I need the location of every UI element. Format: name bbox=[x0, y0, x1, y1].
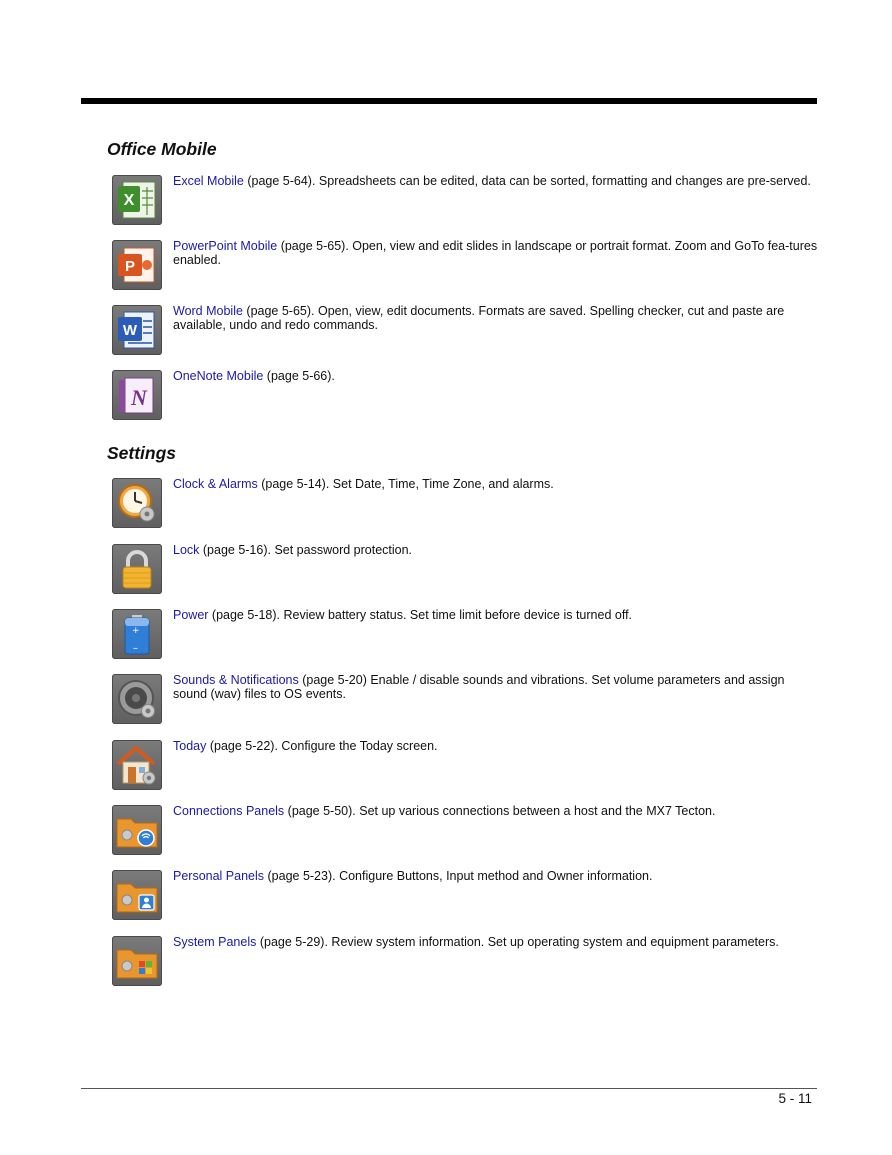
excel-icon[interactable] bbox=[112, 175, 162, 225]
svg-text:–: – bbox=[133, 643, 138, 654]
system-folder-icon[interactable] bbox=[112, 936, 162, 986]
footer-rule bbox=[81, 1088, 817, 1089]
lock-description bbox=[173, 544, 821, 558]
section-title-office-mobile: Office Mobile bbox=[107, 139, 217, 159]
power-description bbox=[173, 609, 821, 623]
lock-icon[interactable] bbox=[112, 544, 162, 594]
svg-text:+: + bbox=[132, 626, 140, 636]
personal-panels-description bbox=[173, 870, 821, 884]
onenote-mobile-link[interactable]: OneNote Mobile bbox=[173, 369, 264, 383]
list-item-lock bbox=[112, 544, 822, 596]
power-desc: (page 5-18). Review battery status. Set time limit before device is turned off. bbox=[208, 608, 633, 622]
excel-mobile-description bbox=[173, 175, 821, 189]
word-mobile-desc: (page 5-65). Open, view, edit documents. Formats are saved. Spelling checker, cut and paste are available, undo and redo commands. bbox=[173, 304, 785, 332]
excel-mobile-desc: (page 5-64). Spreadsheets can be edited, data can be sorted, formatting and changes are pre-served. bbox=[243, 174, 811, 188]
onenote-mobile-description bbox=[173, 370, 821, 384]
personal-panels-link[interactable]: Personal Panels bbox=[173, 869, 265, 883]
word-icon[interactable] bbox=[112, 305, 162, 355]
list-item-system-panels bbox=[112, 936, 822, 988]
list-item-onenote-mobile bbox=[112, 370, 822, 422]
onenote-mobile-desc: (page 5-66). bbox=[263, 369, 335, 383]
list-item-excel-mobile bbox=[112, 175, 822, 227]
today-desc: (page 5-22). Configure the Today screen. bbox=[206, 739, 438, 753]
today-description bbox=[173, 740, 821, 754]
system-panels-link[interactable]: System Panels bbox=[173, 935, 257, 949]
clock-icon[interactable] bbox=[112, 478, 162, 528]
sounds-notifications-link[interactable]: Sounds & Notifications bbox=[173, 673, 299, 687]
clock-alarms-desc: (page 5-14). Set Date, Time, Time Zone, and alarms. bbox=[257, 477, 554, 491]
speaker-icon[interactable] bbox=[112, 674, 162, 724]
onenote-icon[interactable] bbox=[112, 370, 162, 420]
personal-panels-desc: (page 5-23). Configure Buttons, Input method and Owner information. bbox=[264, 869, 653, 883]
clock-alarms-description bbox=[173, 478, 821, 492]
list-item-clock-alarms bbox=[112, 478, 822, 530]
list-item-connections-panels bbox=[112, 805, 822, 857]
header-rule bbox=[81, 98, 817, 104]
lock-link[interactable]: Lock bbox=[173, 543, 200, 557]
svg-text:P: P bbox=[124, 258, 136, 275]
lock-desc: (page 5-16). Set password protection. bbox=[199, 543, 413, 557]
connections-panels-description bbox=[173, 805, 821, 819]
list-item-today bbox=[112, 740, 822, 792]
svg-text:X: X bbox=[123, 192, 135, 209]
powerpoint-mobile-link[interactable]: PowerPoint Mobile bbox=[173, 239, 278, 253]
excel-mobile-link[interactable]: Excel Mobile bbox=[173, 174, 244, 188]
today-link[interactable]: Today bbox=[173, 739, 207, 753]
word-mobile-description bbox=[173, 305, 821, 332]
list-item-word-mobile bbox=[112, 305, 822, 357]
page-number: 5 - 11 bbox=[778, 1091, 812, 1106]
list-item-sounds-notifications bbox=[112, 674, 822, 726]
system-panels-desc: (page 5-29). Review system information. Set up operating system and equipment parameters. bbox=[256, 935, 779, 949]
section-title-settings: Settings bbox=[107, 443, 177, 463]
sounds-notifications-desc: (page 5-20) Enable / disable sounds and vibrations. Set volume parameters and assign sound (wav) files to OS events. bbox=[173, 673, 785, 701]
svg-text:N: N bbox=[131, 385, 147, 410]
connections-folder-icon[interactable] bbox=[112, 805, 162, 855]
battery-icon[interactable] bbox=[112, 609, 162, 659]
powerpoint-mobile-description bbox=[173, 240, 821, 267]
sounds-notifications-description bbox=[173, 674, 821, 701]
home-icon[interactable] bbox=[112, 740, 162, 790]
list-item-personal-panels bbox=[112, 870, 822, 922]
list-item-power bbox=[112, 609, 822, 661]
powerpoint-mobile-desc: (page 5-65). Open, view and edit slides in landscape or portrait format. Zoom and GoTo fea-tures enabled. bbox=[173, 239, 818, 267]
system-panels-description bbox=[173, 936, 821, 950]
connections-panels-desc: (page 5-50). Set up various connections between a host and the MX7 Tecton. bbox=[284, 804, 716, 818]
connections-panels-link[interactable]: Connections Panels bbox=[173, 804, 285, 818]
clock-alarms-link[interactable]: Clock & Alarms bbox=[173, 477, 258, 491]
personal-folder-icon[interactable] bbox=[112, 870, 162, 920]
powerpoint-icon[interactable] bbox=[112, 240, 162, 290]
word-mobile-link[interactable]: Word Mobile bbox=[173, 304, 243, 318]
power-link[interactable]: Power bbox=[173, 608, 209, 622]
svg-text:W: W bbox=[122, 322, 138, 339]
list-item-powerpoint-mobile bbox=[112, 240, 822, 292]
